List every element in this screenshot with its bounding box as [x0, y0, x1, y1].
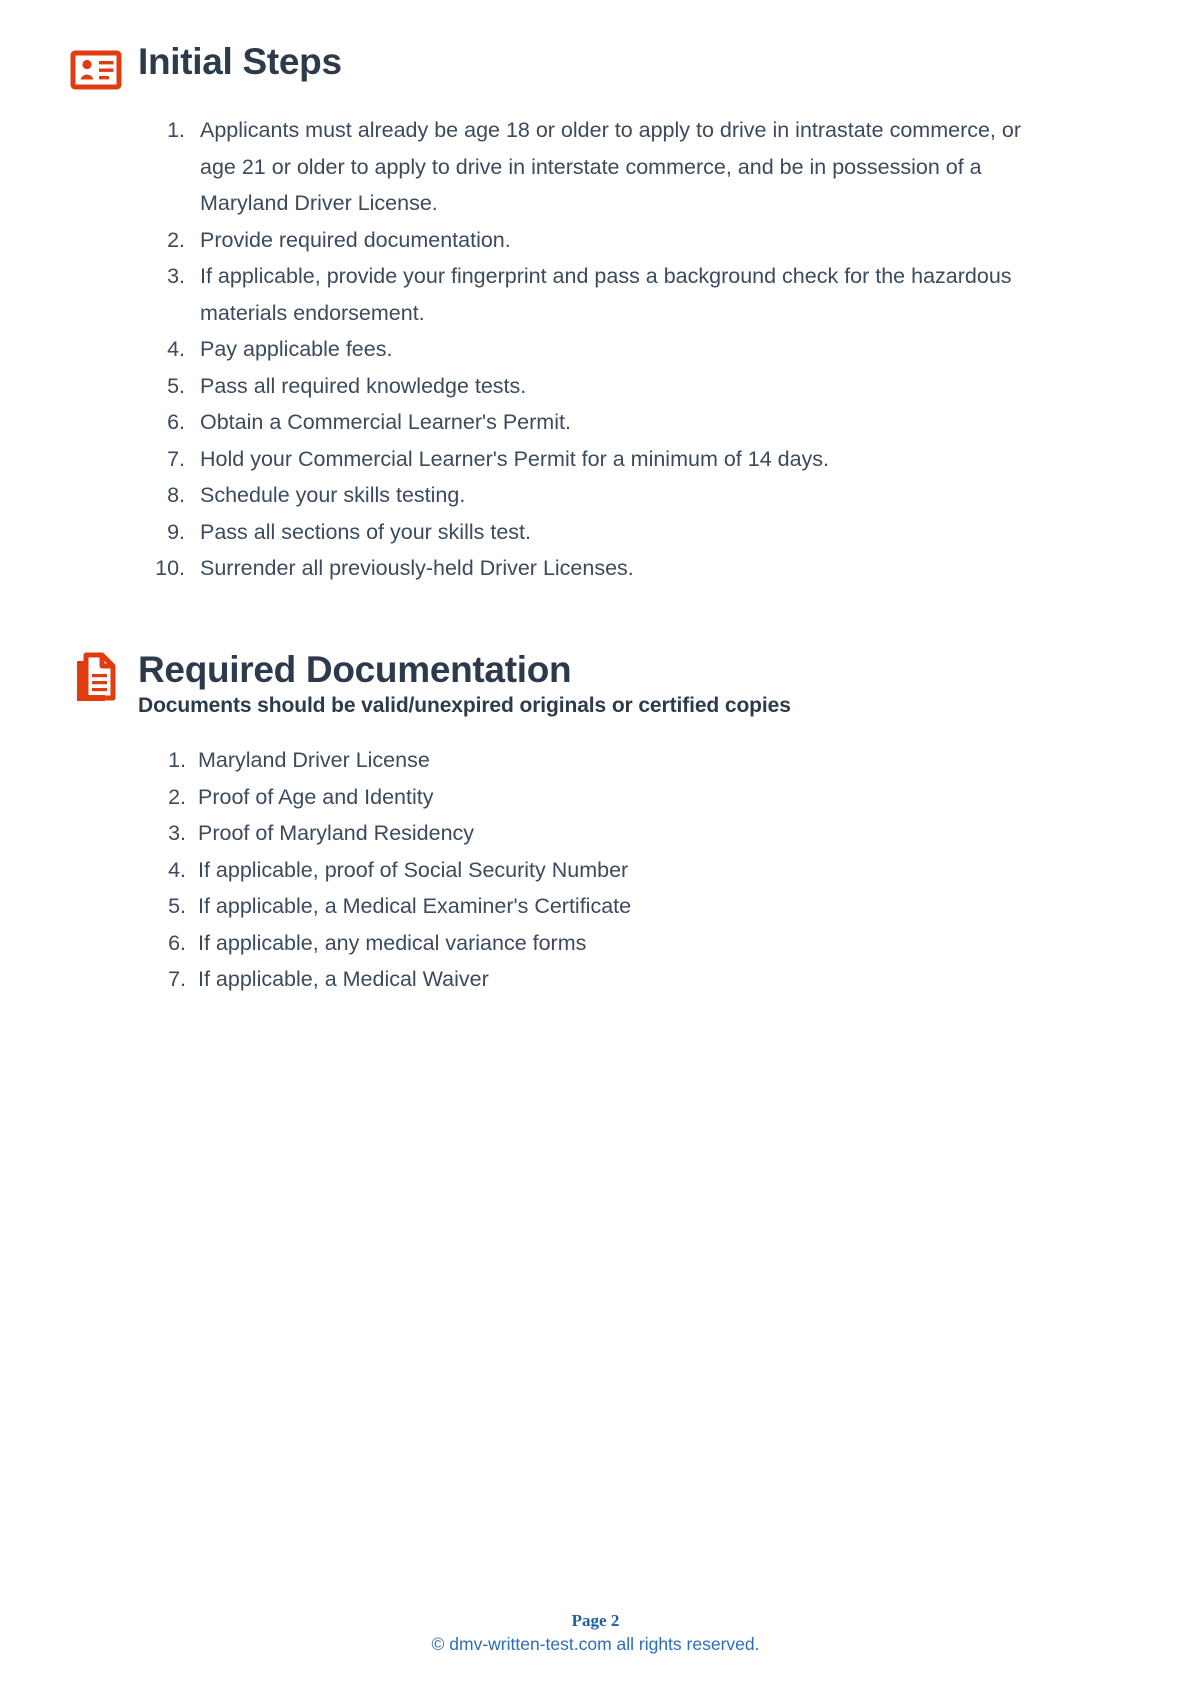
list-item: [143, 514, 1043, 551]
list-item-number: 3.: [167, 264, 185, 288]
section-heading-text: [124, 40, 342, 84]
list-item: [143, 441, 1043, 478]
list-item-number: 2.: [167, 227, 185, 252]
page-title: Required Documentation: [138, 649, 572, 690]
list-item-number: 5.: [167, 373, 185, 398]
section-required-documentation: [0, 648, 1191, 719]
list-item-number: 3.: [168, 821, 186, 845]
required-documentation-list: [152, 742, 982, 998]
list-item-number: 10.: [155, 556, 185, 580]
list-item-number: 1.: [167, 118, 185, 142]
list-item-label: Pass all sections of your skills test.: [200, 519, 531, 544]
section-header: [0, 648, 1191, 719]
list-item-number: 1.: [168, 748, 186, 772]
list-item-label: If applicable, a Medical Waiver: [198, 967, 489, 991]
page-footer: [0, 1610, 1191, 1656]
list-item-label: If applicable, proof of Social Security Number: [198, 857, 629, 882]
list-item-label: Proof of Age and Identity: [198, 784, 434, 809]
list-item-label: Hold your Commercial Learner's Permit for a minimum of 14 days.: [200, 446, 830, 471]
list-item: [152, 925, 982, 962]
list-item-number: 4.: [168, 857, 186, 882]
list-item: [152, 852, 982, 889]
list-item-label: Applicants must already be age 18 or older to apply to drive in intrastate commerce, or age 21 or older to apply to drive in interstate commerce, and be in possession of a Maryland Driver License.: [200, 118, 1021, 215]
list-item-label: Surrender all previously-held Driver Licenses.: [200, 556, 634, 580]
list-item-number: 2.: [168, 784, 186, 809]
list-item-number: 7.: [167, 446, 185, 471]
list-item: [143, 477, 1043, 514]
list-item: [143, 258, 1043, 331]
list-item-label: Obtain a Commercial Learner's Permit.: [200, 410, 571, 434]
list-item-label: Provide required documentation.: [200, 227, 511, 252]
copyright-notice: © dmv-written-test.com all rights reserved.: [431, 1634, 760, 1654]
documents-icon: [68, 650, 124, 706]
list-item: [143, 550, 1043, 587]
list-item-label: If applicable, any medical variance forms: [198, 930, 587, 955]
initial-steps-list: [143, 112, 1043, 587]
section-header: [0, 40, 1191, 98]
list-item-number: 6.: [167, 410, 185, 434]
list-item: [152, 742, 982, 779]
section-heading-text: [124, 648, 791, 719]
list-item-label: Schedule your skills testing.: [200, 483, 466, 507]
list-item-number: 6.: [168, 930, 186, 955]
section-subtitle: Documents should be valid/unexpired originals or certified copies: [138, 694, 791, 717]
list-item-label: If applicable, a Medical Examiner's Certificate: [198, 894, 632, 918]
list-item: [152, 779, 982, 816]
list-item: [152, 815, 982, 852]
page-number: Page 2: [571, 1611, 620, 1630]
list-item: [143, 222, 1043, 259]
list-item: [152, 961, 982, 998]
list-item-label: Pass all required knowledge tests.: [200, 373, 527, 398]
id-card-icon: [68, 42, 124, 98]
list-item: [143, 331, 1043, 368]
list-item: [152, 888, 982, 925]
list-item-number: 5.: [168, 894, 186, 918]
list-item-label: Pay applicable fees.: [200, 337, 393, 361]
list-item-number: 9.: [167, 519, 185, 544]
list-item: [143, 404, 1043, 441]
list-item-label: Proof of Maryland Residency: [198, 821, 475, 845]
page-title: Initial Steps: [138, 41, 342, 82]
list-item-number: 7.: [168, 967, 186, 991]
list-item-label: Maryland Driver License: [198, 748, 430, 772]
section-initial-steps: [0, 40, 1191, 98]
list-item: [143, 112, 1043, 222]
list-item: [143, 368, 1043, 405]
list-item-number: 8.: [167, 483, 185, 507]
list-item-number: 4.: [167, 337, 185, 361]
list-item-label: If applicable, provide your fingerprint and pass a background check for the hazardous materials endorsement.: [200, 264, 1012, 325]
